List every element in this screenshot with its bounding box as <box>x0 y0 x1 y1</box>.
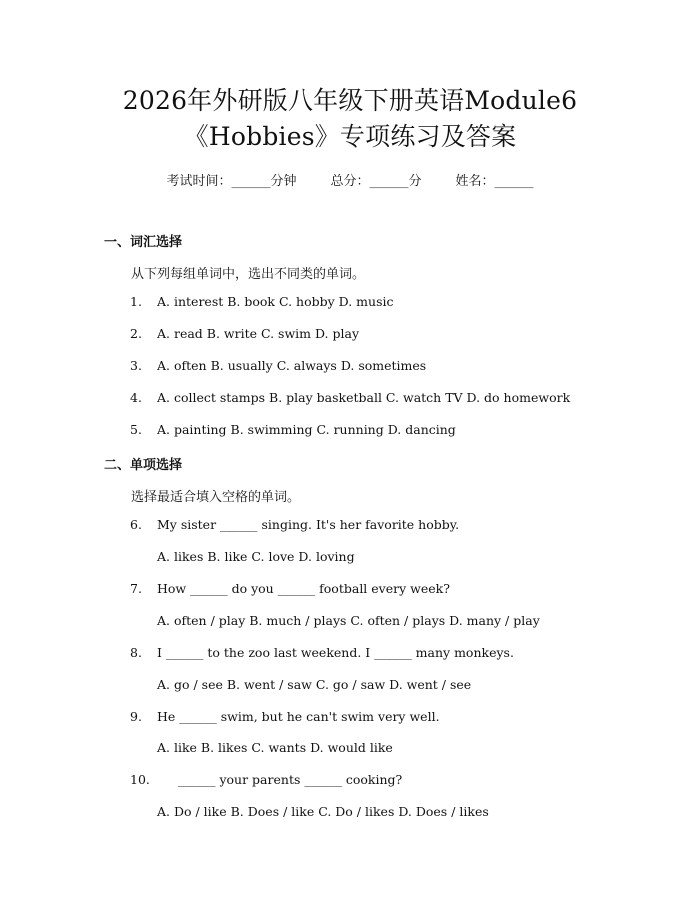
question-text: A. collect stamps B. play basketball C. watch TV D. do homework <box>157 390 571 405</box>
question-3 <box>130 358 426 373</box>
document-title-line-2: 《Hobbies》专项练习及答案 <box>183 122 517 151</box>
question-8 <box>130 645 514 660</box>
question-number: 6. <box>130 517 142 532</box>
exam-total-score: 总分：______分 <box>330 174 422 189</box>
question-number: 10. <box>130 772 150 787</box>
question-6-options: A. likes B. like C. love D. loving <box>157 549 355 564</box>
question-4 <box>130 390 570 405</box>
question-number: 5. <box>130 422 142 437</box>
question-9-options: A. like B. likes C. wants D. would like <box>157 740 393 755</box>
question-text: I ______ to the zoo last weekend. I ______ many monkeys. <box>157 645 514 660</box>
question-text: ______ your parents ______ cooking? <box>178 772 403 787</box>
question-text: A. read B. write C. swim D. play <box>157 326 360 341</box>
question-number: 3. <box>130 358 142 373</box>
question-9 <box>130 709 440 724</box>
question-7 <box>130 581 450 596</box>
question-number: 7. <box>130 581 142 596</box>
question-7-options: A. often / play B. much / plays C. often / plays D. many / play <box>157 613 540 628</box>
question-text: How ______ do you ______ football every week? <box>157 581 450 596</box>
question-number: 4. <box>130 390 142 405</box>
question-text: A. interest B. book C. hobby D. music <box>157 294 394 309</box>
question-number: 8. <box>130 645 142 660</box>
question-5 <box>130 422 456 437</box>
question-10 <box>130 772 402 787</box>
question-text: A. often B. usually C. always D. sometimes <box>157 358 427 373</box>
section-2-instruction: 选择最适合填入空格的单词。 <box>131 490 301 505</box>
question-text: A. painting B. swimming C. running D. dancing <box>157 422 456 437</box>
exam-time: 考试时间：______分钟 <box>166 174 297 189</box>
question-number: 2. <box>130 326 142 341</box>
question-1 <box>130 294 393 309</box>
question-2 <box>130 326 359 341</box>
section-1-heading: 一、词汇选择 <box>104 235 183 250</box>
question-text: He ______ swim, but he can't swim very well. <box>157 709 440 724</box>
exam-meta <box>0 170 700 189</box>
question-8-options: A. go / see B. went / saw C. go / saw D. went / see <box>157 677 472 692</box>
document-title-line-1: 2026年外研版八年级下册英语Module6 <box>122 86 578 115</box>
question-number: 1. <box>130 294 142 309</box>
question-10-options: A. Do / like B. Does / like C. Do / likes D. Does / likes <box>157 804 489 819</box>
section-1-instruction: 从下列每组单词中，选出不同类的单词。 <box>131 267 366 282</box>
student-name: 姓名：______ <box>455 174 534 189</box>
question-number: 9. <box>130 709 142 724</box>
section-2-heading: 二、单项选择 <box>104 458 183 473</box>
question-6 <box>130 517 459 532</box>
question-text: My sister ______ singing. It's her favorite hobby. <box>157 517 460 532</box>
